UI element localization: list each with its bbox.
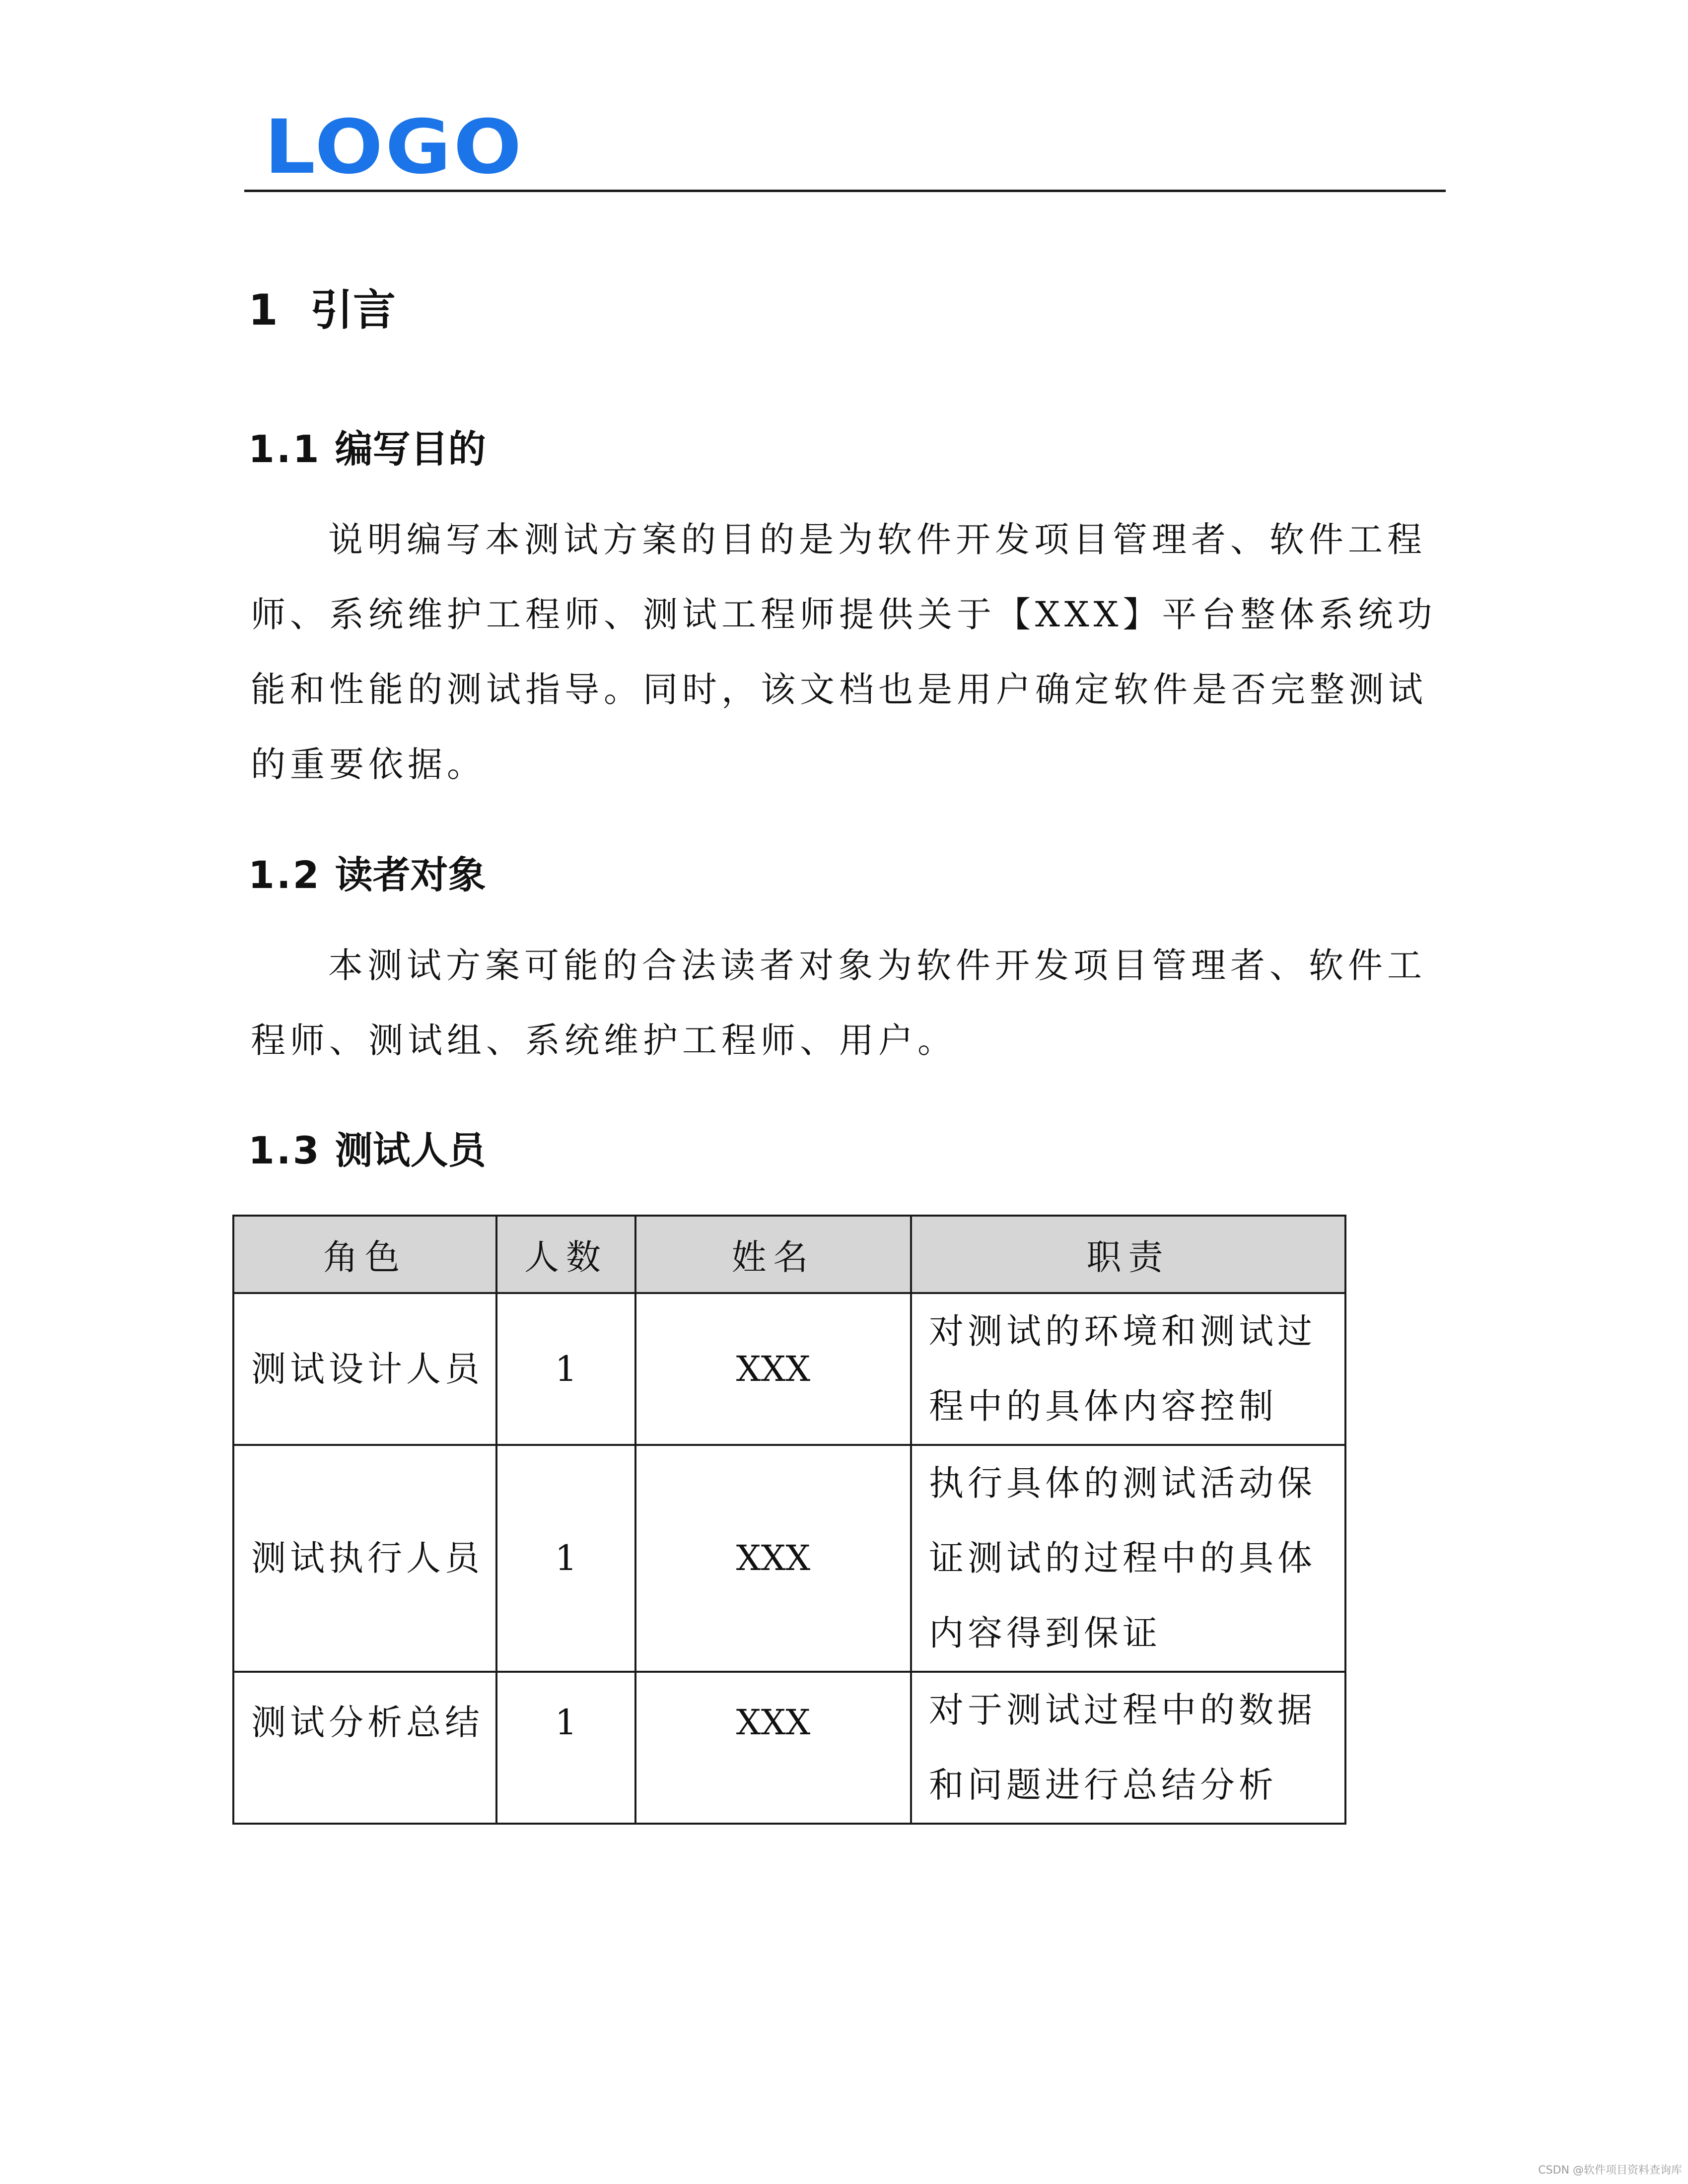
watermark: CSDN @软件项目资料查询库 — [1538, 2164, 1682, 2177]
section-1-2-paragraph: 本测试方案可能的合法读者对象为软件开发项目管理者、软件工程师、测试组、系统维护工程师、用户。 — [251, 945, 1426, 1061]
cell-count: 1 — [496, 1293, 635, 1445]
section-1-1-title: 编写目的 — [335, 427, 486, 471]
cell-role: 测试执行人员 — [233, 1445, 496, 1672]
cell-duty: 对测试的环境和测试过程中的具体内容控制 — [911, 1293, 1345, 1445]
table-row — [233, 1672, 1345, 1824]
section-1-1-paragraph: 说明编写本测试方案的目的是为软件开发项目管理者、软件工程师、系统维护工程师、测试工程师提供关于【XXX】平台整体系统功能和性能的测试指导。同时，该文档也是用户确定软件是否完整测试的重要依据。 — [251, 519, 1437, 785]
section-1-3-title: 测试人员 — [335, 1128, 486, 1172]
section-1-2-number: 1.2 — [248, 853, 321, 897]
cell-role: 测试分析总结 — [233, 1672, 496, 1824]
table-row — [233, 1293, 1345, 1445]
cell-count: 1 — [496, 1672, 635, 1824]
staff-table — [232, 1215, 1346, 1825]
section-1-number: 1 — [248, 285, 278, 335]
cell-name: XXX — [635, 1293, 911, 1445]
header-duty: 职责 — [911, 1216, 1345, 1293]
cell-name: XXX — [635, 1445, 911, 1672]
section-1-3-number: 1.3 — [248, 1128, 321, 1172]
cell-duty: 执行具体的测试活动保证测试的过程中的具体内容得到保证 — [911, 1445, 1345, 1672]
section-1-1-heading — [248, 427, 486, 472]
header-count: 人数 — [496, 1216, 635, 1293]
table-header-row — [233, 1216, 1345, 1293]
table-row — [233, 1445, 1345, 1672]
cell-count: 1 — [496, 1445, 635, 1672]
cell-duty: 对于测试过程中的数据和问题进行总结分析 — [911, 1672, 1345, 1824]
page-header — [244, 99, 1446, 192]
cell-name: XXX — [635, 1672, 911, 1824]
section-1-heading — [248, 285, 396, 335]
section-1-1-number: 1.1 — [248, 427, 321, 471]
header-name: 姓名 — [635, 1216, 911, 1293]
section-1-3-heading — [248, 1128, 486, 1173]
section-1-2-title: 读者对象 — [335, 853, 486, 897]
section-1-title: 引言 — [310, 285, 396, 335]
logo: LOGO — [264, 104, 524, 191]
section-1-2-heading — [248, 853, 486, 897]
cell-role: 测试设计人员 — [233, 1293, 496, 1445]
header-role: 角色 — [233, 1216, 496, 1293]
